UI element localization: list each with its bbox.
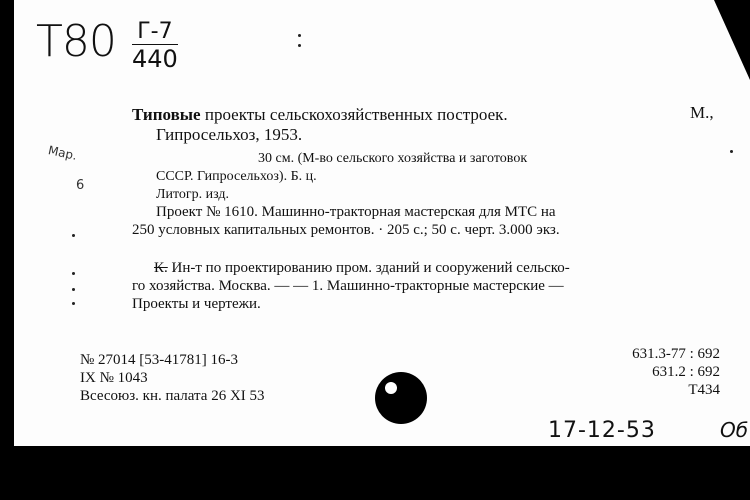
udc-code-2: 631.2 : 692 — [652, 364, 720, 380]
entry-place: М., — [690, 103, 714, 122]
catalog-card — [14, 0, 750, 446]
card-corner-cut — [714, 0, 750, 80]
margin-note-2: 6 — [76, 178, 85, 193]
handwritten-fraction — [132, 20, 178, 71]
handwritten-date: 17-12-53 — [548, 418, 656, 443]
footer-record-number: № 27014 [53-41781] 16-3 — [80, 352, 239, 368]
subject-line-1-text: Ин-т по проектированию пром. зданий и сооружений сельско- — [167, 260, 570, 276]
footer-chamber-date: Всесоюз. кн. палата 26 XI 53 — [80, 388, 265, 404]
entry-physical-line: 30 см. (М-во сельского хозяйства и заготовок — [258, 151, 528, 166]
entry-title-keyword: Типовые — [132, 105, 201, 124]
speck — [72, 234, 75, 237]
entry-publisher-line: Гипросельхоз, 1953. — [156, 125, 303, 144]
author-mark: Т434 — [688, 382, 720, 398]
struck-letter: К. — [154, 260, 168, 276]
udc-code-1: 631.3-77 : 692 — [632, 346, 720, 362]
entry-edition-line: Литогр. изд. — [156, 187, 230, 202]
footer-series-number: IX № 1043 — [80, 370, 148, 386]
entry-extent-line: 250 условных капитальных ремонтов. · 205 с.; 50 с. черт. 3.000 экз. — [132, 222, 560, 238]
handwritten-fraction-bottom: 440 — [132, 45, 178, 73]
speck — [298, 44, 301, 47]
subject-line-2: го хозяйства. Москва. — — 1. Машинно-тракторные мастерские — — [132, 278, 564, 294]
entry-organization-line: СССР. Гипросельхоз). Б. ц. — [156, 169, 317, 184]
subject-line-3: Проекты и чертежи. — [132, 296, 261, 312]
speck — [298, 34, 301, 37]
speck — [72, 302, 75, 305]
subject-line-1 — [154, 260, 570, 277]
entry-title-rest: проекты сельскохозяйственных построек. — [200, 105, 508, 124]
handwritten-fraction-top: Г-7 — [132, 20, 178, 45]
entry-title-line — [132, 106, 508, 123]
speck — [72, 272, 75, 275]
entry-project-line: Проект № 1610. Машинно-тракторная мастерская для МТС на — [156, 204, 556, 220]
speck — [72, 288, 75, 291]
handwritten-shelf-code: T80 — [36, 16, 116, 67]
handwritten-initials: Об — [720, 418, 749, 442]
punch-hole — [375, 372, 427, 424]
margin-note: Мар. — [46, 143, 79, 163]
speck — [730, 150, 733, 153]
